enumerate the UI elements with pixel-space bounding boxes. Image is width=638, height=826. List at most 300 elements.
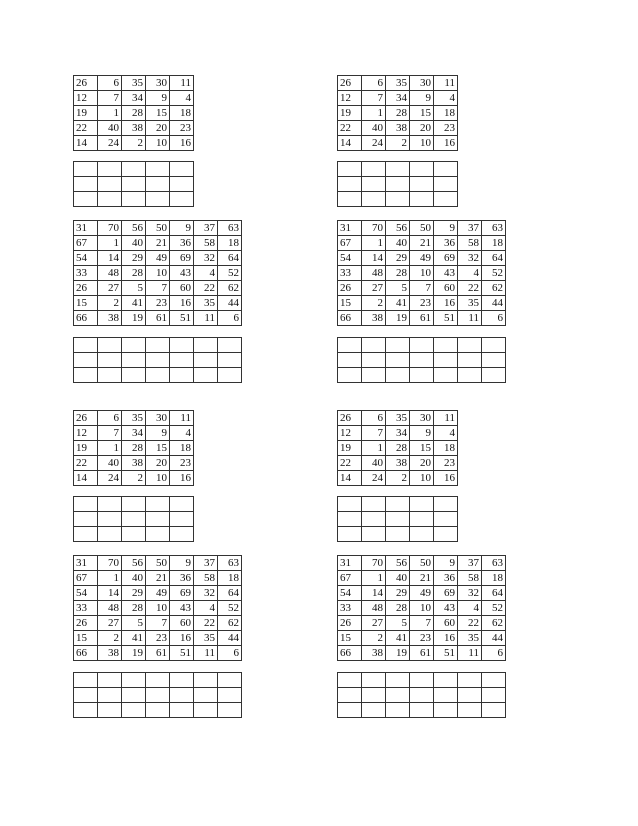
grid-cell: 1 — [362, 571, 386, 586]
grid-cell: 10 — [146, 471, 170, 486]
answer-cell[interactable] — [146, 688, 170, 703]
grid-cell: 22 — [194, 616, 218, 631]
grid-cell: 70 — [98, 556, 122, 571]
table-row — [74, 616, 242, 631]
answer-cell[interactable] — [434, 192, 458, 207]
grid-cell: 67 — [338, 571, 362, 586]
answer-cell[interactable] — [362, 338, 386, 353]
table-row — [74, 338, 242, 353]
answer-cell[interactable] — [458, 338, 482, 353]
grid-cell: 48 — [98, 266, 122, 281]
grid-cell: 15 — [74, 631, 98, 646]
grid-cell: 52 — [218, 266, 242, 281]
grid-cell: 34 — [386, 91, 410, 106]
answer-cell[interactable] — [74, 673, 98, 688]
answer-cell[interactable] — [386, 688, 410, 703]
answer-cell[interactable] — [338, 177, 362, 192]
answer-cell[interactable] — [218, 368, 242, 383]
answer-cell[interactable] — [170, 338, 194, 353]
grid-cell: 23 — [434, 121, 458, 136]
grid-cell: 33 — [338, 266, 362, 281]
grid-cell: 67 — [74, 571, 98, 586]
answer-cell[interactable] — [74, 192, 98, 207]
answer-cell[interactable] — [410, 162, 434, 177]
answer-cell[interactable] — [170, 162, 194, 177]
answer-cell[interactable] — [362, 192, 386, 207]
table-row — [74, 221, 242, 236]
grid-cell: 9 — [170, 556, 194, 571]
answer-cell[interactable] — [146, 703, 170, 718]
answer-cell[interactable] — [146, 338, 170, 353]
grid-cell: 5 — [122, 281, 146, 296]
table-row — [338, 91, 458, 106]
grid-cell: 64 — [218, 251, 242, 266]
answer-cell[interactable] — [458, 688, 482, 703]
grid-cell: 34 — [386, 426, 410, 441]
grid-cell: 10 — [410, 471, 434, 486]
grid-cell: 24 — [98, 471, 122, 486]
answer-cell[interactable] — [386, 192, 410, 207]
grid-cell: 64 — [482, 251, 506, 266]
grid-cell: 18 — [218, 236, 242, 251]
grid-cell: 11 — [170, 411, 194, 426]
answer-cell[interactable] — [122, 688, 146, 703]
grid-cell: 15 — [146, 441, 170, 456]
grid-cell: 2 — [362, 296, 386, 311]
grid-cell: 18 — [170, 106, 194, 121]
answer-cell[interactable] — [386, 497, 410, 512]
grid-cell: 37 — [194, 221, 218, 236]
answer-cell[interactable] — [338, 338, 362, 353]
grid-cell: 27 — [362, 281, 386, 296]
large-grid-block — [73, 220, 242, 326]
grid-cell: 35 — [194, 631, 218, 646]
grid-cell: 21 — [410, 236, 434, 251]
answer-cell[interactable] — [362, 368, 386, 383]
grid-cell: 15 — [338, 631, 362, 646]
answer-cell[interactable] — [170, 353, 194, 368]
grid-cell: 69 — [170, 586, 194, 601]
table-row — [74, 646, 242, 661]
answer-cell[interactable] — [170, 703, 194, 718]
answer-cell[interactable] — [98, 162, 122, 177]
grid-cell: 22 — [194, 281, 218, 296]
answer-cell[interactable] — [410, 688, 434, 703]
answer-cell[interactable] — [74, 527, 98, 542]
answer-cell[interactable] — [74, 368, 98, 383]
grid-cell: 4 — [434, 426, 458, 441]
answer-cell[interactable] — [170, 177, 194, 192]
table-row — [338, 631, 506, 646]
table-row — [338, 192, 458, 207]
answer-cell[interactable] — [170, 688, 194, 703]
answer-cell[interactable] — [74, 688, 98, 703]
answer-cell[interactable] — [434, 177, 458, 192]
grid-cell: 19 — [338, 441, 362, 456]
grid-cell: 15 — [410, 441, 434, 456]
table-row — [338, 311, 506, 326]
grid-cell: 18 — [434, 441, 458, 456]
answer-cell[interactable] — [482, 688, 506, 703]
answer-cell[interactable] — [146, 177, 170, 192]
grid-cell: 30 — [146, 76, 170, 91]
answer-cell[interactable] — [338, 527, 362, 542]
answer-cell[interactable] — [122, 162, 146, 177]
answer-cell[interactable] — [482, 338, 506, 353]
answer-cell[interactable] — [362, 162, 386, 177]
answer-cell[interactable] — [98, 192, 122, 207]
answer-cell[interactable] — [146, 192, 170, 207]
table-row — [74, 121, 194, 136]
answer-cell[interactable] — [122, 497, 146, 512]
number-grid-7x7 — [337, 220, 506, 326]
answer-cell[interactable] — [482, 703, 506, 718]
answer-cell[interactable] — [122, 527, 146, 542]
answer-cell[interactable] — [410, 703, 434, 718]
answer-cell[interactable] — [338, 192, 362, 207]
grid-cell: 61 — [410, 311, 434, 326]
grid-cell: 1 — [362, 441, 386, 456]
grid-cell: 32 — [458, 586, 482, 601]
grid-cell: 54 — [338, 251, 362, 266]
answer-cell[interactable] — [362, 353, 386, 368]
answer-cell[interactable] — [98, 688, 122, 703]
answer-cell[interactable] — [122, 338, 146, 353]
answer-cell[interactable] — [338, 162, 362, 177]
answer-cell[interactable] — [170, 497, 194, 512]
grid-cell: 14 — [98, 586, 122, 601]
grid-cell: 60 — [434, 616, 458, 631]
grid-cell: 19 — [74, 441, 98, 456]
grid-cell: 29 — [122, 586, 146, 601]
answer-cell[interactable] — [434, 512, 458, 527]
answer-cell[interactable] — [122, 368, 146, 383]
grid-cell: 28 — [122, 266, 146, 281]
grid-cell: 4 — [434, 91, 458, 106]
grid-cell: 18 — [170, 441, 194, 456]
grid-cell: 2 — [98, 631, 122, 646]
grid-cell: 1 — [98, 571, 122, 586]
grid-cell: 21 — [410, 571, 434, 586]
grid-cell: 27 — [98, 616, 122, 631]
answer-cell[interactable] — [122, 703, 146, 718]
answer-cell[interactable] — [218, 688, 242, 703]
answer-cell[interactable] — [386, 338, 410, 353]
grid-cell: 48 — [98, 601, 122, 616]
grid-cell: 10 — [146, 136, 170, 151]
answer-cell[interactable] — [410, 512, 434, 527]
grid-cell: 11 — [458, 311, 482, 326]
grid-cell: 9 — [146, 426, 170, 441]
grid-cell: 67 — [74, 236, 98, 251]
answer-cell[interactable] — [386, 368, 410, 383]
grid-cell: 36 — [434, 236, 458, 251]
grid-cell: 60 — [170, 616, 194, 631]
answer-cell[interactable] — [146, 162, 170, 177]
grid-cell: 56 — [122, 556, 146, 571]
table-row — [338, 616, 506, 631]
answer-cell[interactable] — [458, 368, 482, 383]
grid-cell: 41 — [386, 631, 410, 646]
grid-cell: 4 — [194, 266, 218, 281]
grid-cell: 2 — [362, 631, 386, 646]
answer-cell[interactable] — [122, 673, 146, 688]
answer-cell[interactable] — [122, 353, 146, 368]
grid-cell: 19 — [74, 106, 98, 121]
answer-cell[interactable] — [218, 673, 242, 688]
table-row — [338, 471, 458, 486]
grid-cell: 1 — [98, 236, 122, 251]
grid-cell: 11 — [434, 411, 458, 426]
answer-cell[interactable] — [74, 703, 98, 718]
answer-cell[interactable] — [386, 527, 410, 542]
grid-cell: 6 — [362, 76, 386, 91]
answer-cell[interactable] — [386, 703, 410, 718]
table-row — [74, 703, 242, 718]
answer-cell[interactable] — [170, 512, 194, 527]
grid-cell: 23 — [434, 456, 458, 471]
grid-cell: 6 — [218, 646, 242, 661]
grid-cell: 26 — [338, 76, 362, 91]
answer-cell[interactable] — [170, 527, 194, 542]
grid-cell: 49 — [410, 251, 434, 266]
grid-cell: 43 — [434, 266, 458, 281]
grid-cell: 7 — [98, 91, 122, 106]
grid-cell: 70 — [98, 221, 122, 236]
answer-cell[interactable] — [146, 512, 170, 527]
answer-cell[interactable] — [74, 512, 98, 527]
grid-cell: 44 — [218, 631, 242, 646]
grid-cell: 2 — [386, 471, 410, 486]
answer-cell[interactable] — [194, 338, 218, 353]
grid-cell: 10 — [410, 266, 434, 281]
grid-cell: 35 — [386, 411, 410, 426]
answer-cell[interactable] — [74, 497, 98, 512]
answer-cell[interactable] — [482, 368, 506, 383]
answer-cell[interactable] — [194, 688, 218, 703]
answer-cell[interactable] — [98, 527, 122, 542]
grid-cell: 52 — [218, 601, 242, 616]
answer-cell[interactable] — [218, 703, 242, 718]
answer-cell[interactable] — [218, 338, 242, 353]
grid-cell: 44 — [482, 631, 506, 646]
answer-grid-3x5 — [337, 496, 458, 542]
answer-cell[interactable] — [146, 673, 170, 688]
table-row — [338, 353, 506, 368]
answer-cell[interactable] — [458, 703, 482, 718]
answer-cell[interactable] — [98, 338, 122, 353]
grid-cell: 18 — [482, 571, 506, 586]
grid-cell: 34 — [122, 91, 146, 106]
table-row — [338, 703, 506, 718]
grid-cell: 1 — [362, 236, 386, 251]
grid-cell: 9 — [434, 556, 458, 571]
grid-cell: 51 — [434, 311, 458, 326]
answer-cell[interactable] — [434, 673, 458, 688]
answer-cell[interactable] — [170, 192, 194, 207]
grid-cell: 21 — [146, 571, 170, 586]
grid-cell: 66 — [74, 646, 98, 661]
answer-cell[interactable] — [74, 162, 98, 177]
answer-cell[interactable] — [410, 368, 434, 383]
answer-cell[interactable] — [338, 673, 362, 688]
grid-cell: 18 — [218, 571, 242, 586]
large-grid-block — [337, 220, 506, 326]
answer-cell[interactable] — [434, 497, 458, 512]
grid-cell: 7 — [362, 91, 386, 106]
answer-cell[interactable] — [434, 162, 458, 177]
answer-cell[interactable] — [146, 353, 170, 368]
number-grid-5x5 — [73, 75, 194, 151]
grid-cell: 61 — [146, 646, 170, 661]
grid-cell: 32 — [194, 251, 218, 266]
answer-cell[interactable] — [338, 512, 362, 527]
grid-cell: 22 — [74, 456, 98, 471]
answer-cell[interactable] — [218, 353, 242, 368]
grid-cell: 60 — [434, 281, 458, 296]
answer-cell[interactable] — [362, 177, 386, 192]
answer-cell[interactable] — [146, 368, 170, 383]
answer-cell[interactable] — [362, 703, 386, 718]
grid-cell: 10 — [410, 136, 434, 151]
grid-cell: 18 — [434, 106, 458, 121]
table-row — [74, 673, 242, 688]
answer-cell[interactable] — [98, 177, 122, 192]
answer-cell[interactable] — [458, 353, 482, 368]
answer-cell[interactable] — [98, 353, 122, 368]
grid-cell: 41 — [122, 296, 146, 311]
answer-cell[interactable] — [98, 497, 122, 512]
grid-cell: 50 — [146, 556, 170, 571]
grid-cell: 40 — [362, 456, 386, 471]
answer-cell[interactable] — [386, 512, 410, 527]
answer-cell[interactable] — [410, 177, 434, 192]
answer-cell[interactable] — [122, 192, 146, 207]
answer-cell[interactable] — [194, 368, 218, 383]
grid-cell: 6 — [482, 646, 506, 661]
answer-cell[interactable] — [362, 527, 386, 542]
answer-cell[interactable] — [338, 703, 362, 718]
answer-cell[interactable] — [386, 162, 410, 177]
answer-cell[interactable] — [122, 512, 146, 527]
table-row — [74, 311, 242, 326]
grid-cell: 50 — [146, 221, 170, 236]
grid-cell: 30 — [410, 411, 434, 426]
grid-cell: 40 — [362, 121, 386, 136]
answer-cell[interactable] — [482, 353, 506, 368]
answer-cell[interactable] — [74, 338, 98, 353]
answer-cell[interactable] — [338, 497, 362, 512]
answer-cell[interactable] — [362, 512, 386, 527]
answer-cell[interactable] — [98, 703, 122, 718]
grid-cell: 16 — [170, 471, 194, 486]
answer-cell[interactable] — [386, 353, 410, 368]
answer-cell[interactable] — [362, 673, 386, 688]
answer-cell[interactable] — [338, 353, 362, 368]
grid-cell: 30 — [146, 411, 170, 426]
answer-cell[interactable] — [338, 368, 362, 383]
grid-cell: 12 — [338, 91, 362, 106]
grid-cell: 6 — [98, 411, 122, 426]
grid-cell: 36 — [170, 236, 194, 251]
answer-cell[interactable] — [194, 673, 218, 688]
answer-grid-3x7 — [337, 672, 506, 718]
grid-cell: 10 — [146, 266, 170, 281]
grid-cell: 28 — [386, 441, 410, 456]
answer-cell[interactable] — [170, 673, 194, 688]
answer-cell[interactable] — [338, 688, 362, 703]
answer-cell[interactable] — [98, 512, 122, 527]
table-row — [74, 236, 242, 251]
table-row — [338, 136, 458, 151]
answer-cell[interactable] — [98, 368, 122, 383]
grid-cell: 28 — [386, 266, 410, 281]
answer-cell[interactable] — [386, 673, 410, 688]
grid-cell: 14 — [338, 471, 362, 486]
small-answer-block — [73, 161, 194, 207]
answer-cell[interactable] — [194, 703, 218, 718]
answer-cell[interactable] — [434, 338, 458, 353]
table-row — [338, 162, 458, 177]
grid-cell: 22 — [458, 616, 482, 631]
grid-cell: 9 — [410, 91, 434, 106]
answer-cell[interactable] — [146, 527, 170, 542]
grid-cell: 28 — [122, 106, 146, 121]
answer-cell[interactable] — [410, 497, 434, 512]
answer-cell[interactable] — [410, 673, 434, 688]
table-row — [338, 121, 458, 136]
answer-cell[interactable] — [98, 673, 122, 688]
grid-cell: 11 — [170, 76, 194, 91]
grid-cell: 19 — [122, 311, 146, 326]
answer-cell[interactable] — [74, 353, 98, 368]
answer-cell[interactable] — [410, 338, 434, 353]
large-grid-block — [73, 555, 242, 661]
grid-cell: 15 — [146, 106, 170, 121]
grid-cell: 64 — [482, 586, 506, 601]
grid-cell: 62 — [218, 281, 242, 296]
grid-cell: 64 — [218, 586, 242, 601]
answer-cell[interactable] — [74, 177, 98, 192]
grid-cell: 7 — [362, 426, 386, 441]
answer-cell[interactable] — [434, 527, 458, 542]
answer-cell[interactable] — [386, 177, 410, 192]
answer-cell[interactable] — [146, 497, 170, 512]
answer-cell[interactable] — [170, 368, 194, 383]
answer-cell[interactable] — [434, 353, 458, 368]
grid-cell: 9 — [410, 426, 434, 441]
answer-cell[interactable] — [434, 703, 458, 718]
answer-cell[interactable] — [434, 688, 458, 703]
answer-cell[interactable] — [194, 353, 218, 368]
answer-cell[interactable] — [410, 527, 434, 542]
answer-cell[interactable] — [482, 673, 506, 688]
table-row — [74, 177, 194, 192]
answer-cell[interactable] — [458, 673, 482, 688]
answer-cell[interactable] — [410, 192, 434, 207]
table-row — [74, 527, 194, 542]
answer-cell[interactable] — [362, 688, 386, 703]
answer-cell[interactable] — [362, 497, 386, 512]
grid-cell: 40 — [386, 236, 410, 251]
answer-cell[interactable] — [434, 368, 458, 383]
answer-cell[interactable] — [122, 177, 146, 192]
table-row — [74, 192, 194, 207]
grid-cell: 23 — [170, 121, 194, 136]
answer-cell[interactable] — [410, 353, 434, 368]
grid-cell: 6 — [362, 411, 386, 426]
number-grid-5x5 — [337, 410, 458, 486]
